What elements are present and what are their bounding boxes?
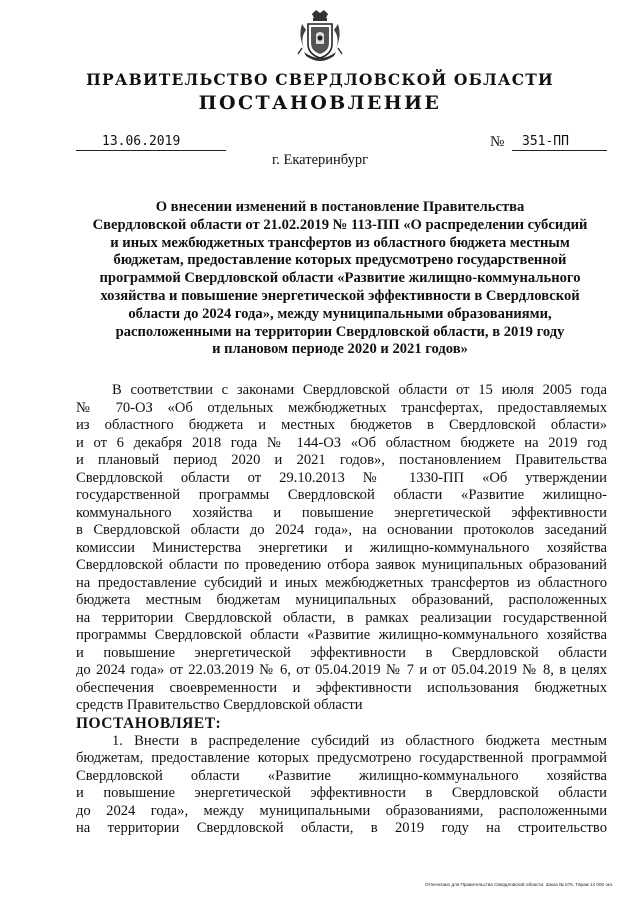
preamble-line: средств Правительство Свердловской области xyxy=(76,697,363,713)
title-line: О внесении изменений в постановление Правительства xyxy=(155,199,525,215)
title-line: бюджетам, предоставление которых предусмотрено государственной xyxy=(113,252,567,269)
preamble-line: Свердловской области от 29.10.2013 № 1330-ПП «Об утверждении xyxy=(76,469,607,486)
preamble-line: В соответствии с законами Свердловской области от 15 июля 2005 года xyxy=(112,382,607,398)
preamble-line: программы Свердловской области «Развитие жилищно-коммунального хозяйства xyxy=(76,627,607,643)
title-line: и плановом периоде 2020 и 2021 годов» xyxy=(212,341,468,358)
title-line: и иных межбюджетных трансфертов из областного бюджета местным xyxy=(110,234,570,251)
document-number: 351-ПП xyxy=(512,134,607,151)
item-line: до 2024 года», между муниципальными образованиями, расположенными xyxy=(76,802,607,819)
decree-word: ПОСТАНОВЛЯЕТ: xyxy=(76,714,222,732)
title-line: области до 2024 года», между муниципальными образованиями, xyxy=(128,305,552,322)
preamble-line: обеспечения своевременности и эффективности использования бюджетных xyxy=(76,679,607,696)
document-type: ПОСТАНОВЛЕНИЕ xyxy=(198,92,442,114)
item-line: бюджетам, предоставление которых предусмотрено государственной программой xyxy=(76,750,607,766)
item-line: на территории Свердловской области, в 2019 году на строительство xyxy=(76,820,607,836)
title-line: Свердловской области от 21.02.2019 № 113-ПП «О распределении субсидий xyxy=(92,216,588,233)
preamble-line: Свердловской области по проведению отбора заявок муниципальных образований xyxy=(76,557,607,573)
item-line: Свердловской области «Развитие жилищно-коммунального хозяйства xyxy=(76,767,607,784)
preamble-line: и от 6 декабря 2018 года № 144-ОЗ «Об областном бюджете на 2019 год xyxy=(76,434,607,451)
preamble-line: до 2024 года» от 22.03.2019 № 6, от 05.04.2019 № 7 и от 05.04.2019 № 8, в целях xyxy=(76,662,607,678)
government-name: ПРАВИТЕЛЬСТВО СВЕРДЛОВСКОЙ ОБЛАСТИ xyxy=(86,70,554,89)
preamble-line: и повышение энергетической эффективности в Свердловской области xyxy=(76,644,607,661)
preamble-line: бюджета местным бюджетам муниципальных образований, расположенных xyxy=(76,592,607,608)
preamble-line: государственной программы Свердловской области «Развитие жилищно- xyxy=(76,487,607,503)
preamble-line: на территории Свердловской области, в рамках реализации государственной xyxy=(76,609,607,626)
title-line: расположенными на территории Свердловской области, в 2019 году xyxy=(115,323,565,340)
preamble-line: и плановый период 2020 и 2021 годов», постановлением Правительства xyxy=(76,452,607,468)
title-line: программой Свердловской области «Развитие жилищно-коммунального xyxy=(99,270,581,287)
print-footer: Отпечатано для Правительства Свердловской области. Заказ № 575. Тираж 14 000 экз. xyxy=(425,882,614,887)
city: г. Екатеринбург xyxy=(271,152,369,168)
number-label: № xyxy=(490,134,505,150)
preamble xyxy=(76,382,607,838)
document-title xyxy=(70,199,610,359)
coat-of-arms-icon xyxy=(296,8,344,68)
preamble-line: из областного бюджета и местных бюджетов в Свердловской области» xyxy=(76,417,607,433)
preamble-line: в Свердловской области до 2024 года», на основании протоколов заседаний xyxy=(76,522,607,538)
preamble-line: комиссии Министерства энергетики и жилищно-коммунального хозяйства xyxy=(76,539,607,556)
document-date: 13.06.2019 xyxy=(76,134,226,151)
title-line: хозяйства и повышение энергетической эффективности в Свердловской xyxy=(100,287,580,304)
item-line: 1. Внести в распределение субсидий из областного бюджета местным xyxy=(112,732,607,749)
preamble-line: коммунального хозяйства и повышение энергетической эффективности xyxy=(76,504,607,521)
preamble-line: на предоставление субсидий и иных межбюджетных трансфертов из областного xyxy=(76,574,607,591)
preamble-line: № 70-ОЗ «Об отдельных межбюджетных трансфертах, предоставляемых xyxy=(76,399,607,416)
item-line: и повышение энергетической эффективности в Свердловской области xyxy=(76,785,607,801)
